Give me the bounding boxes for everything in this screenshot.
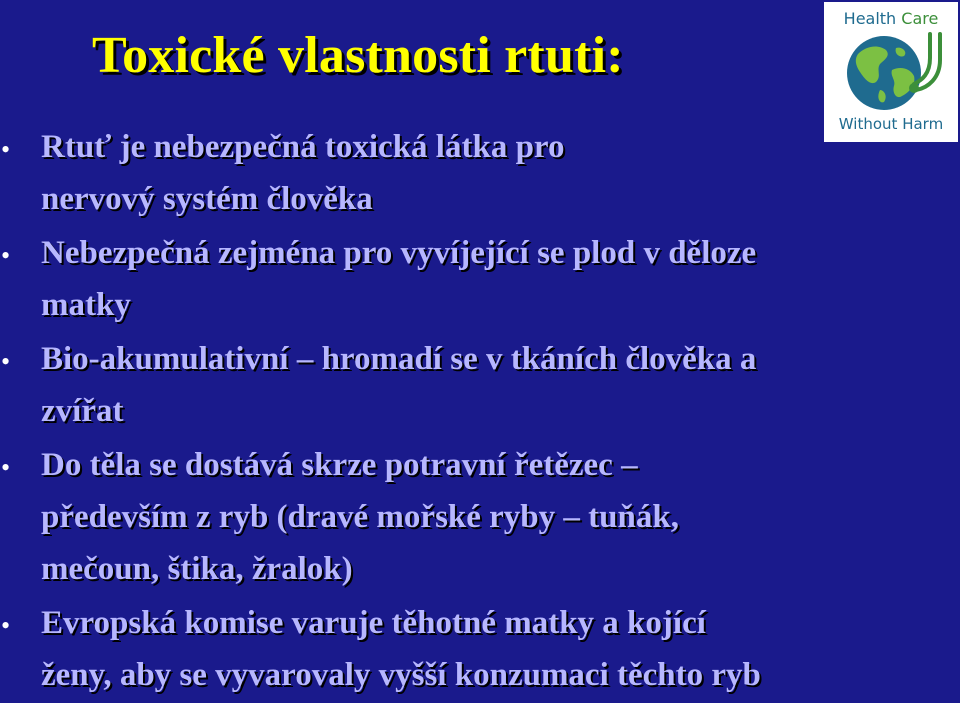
- bullet-dot: •: [1, 611, 11, 640]
- bullet-item: [0, 227, 960, 331]
- bullet-line: mečoun, štika, žralok): [41, 551, 353, 587]
- bullet-line: zvířat: [41, 393, 124, 429]
- globe-stethoscope-icon: [836, 30, 946, 114]
- bullet-line: Do těla se dostává skrze potravní řetězec –: [41, 447, 638, 483]
- bullet-dot: •: [1, 453, 11, 482]
- bullet-line: Nebezpečná zejména pro vyvíjející se plod v děloze: [41, 235, 757, 271]
- bullet-line: matky: [41, 287, 131, 323]
- bullet-item: [0, 121, 960, 225]
- bullet-line: nervový systém člověka: [41, 181, 373, 217]
- bullet-line: ženy, aby se vyvarovaly vyšší konzumaci těchto ryb: [41, 657, 761, 693]
- bullet-line: Evropská komise varuje těhotné matky a kojící: [41, 605, 706, 641]
- logo-word-care: Care: [901, 9, 939, 28]
- bullet-item: [0, 597, 960, 701]
- logo-bottom-text: Without Harm: [838, 115, 944, 133]
- bullet-item: [0, 439, 960, 595]
- slide-title: Toxické vlastnosti rtuti:: [92, 27, 624, 84]
- bullet-dot: •: [1, 241, 11, 270]
- logo-word-health: Health: [843, 9, 897, 28]
- bullet-dot: •: [1, 347, 11, 376]
- bullet-line: především z ryb (dravé mořské ryby – tuňák,: [41, 499, 679, 535]
- bullet-item: [0, 333, 960, 437]
- bullet-line: Bio-akumulativní – hromadí se v tkáních člověka a: [41, 341, 757, 377]
- bullet-list: [0, 121, 960, 703]
- bullet-line: Rtuť je nebezpečná toxická látka pro: [41, 129, 565, 165]
- logo-top-text: [824, 9, 958, 28]
- bullet-dot: •: [1, 135, 11, 164]
